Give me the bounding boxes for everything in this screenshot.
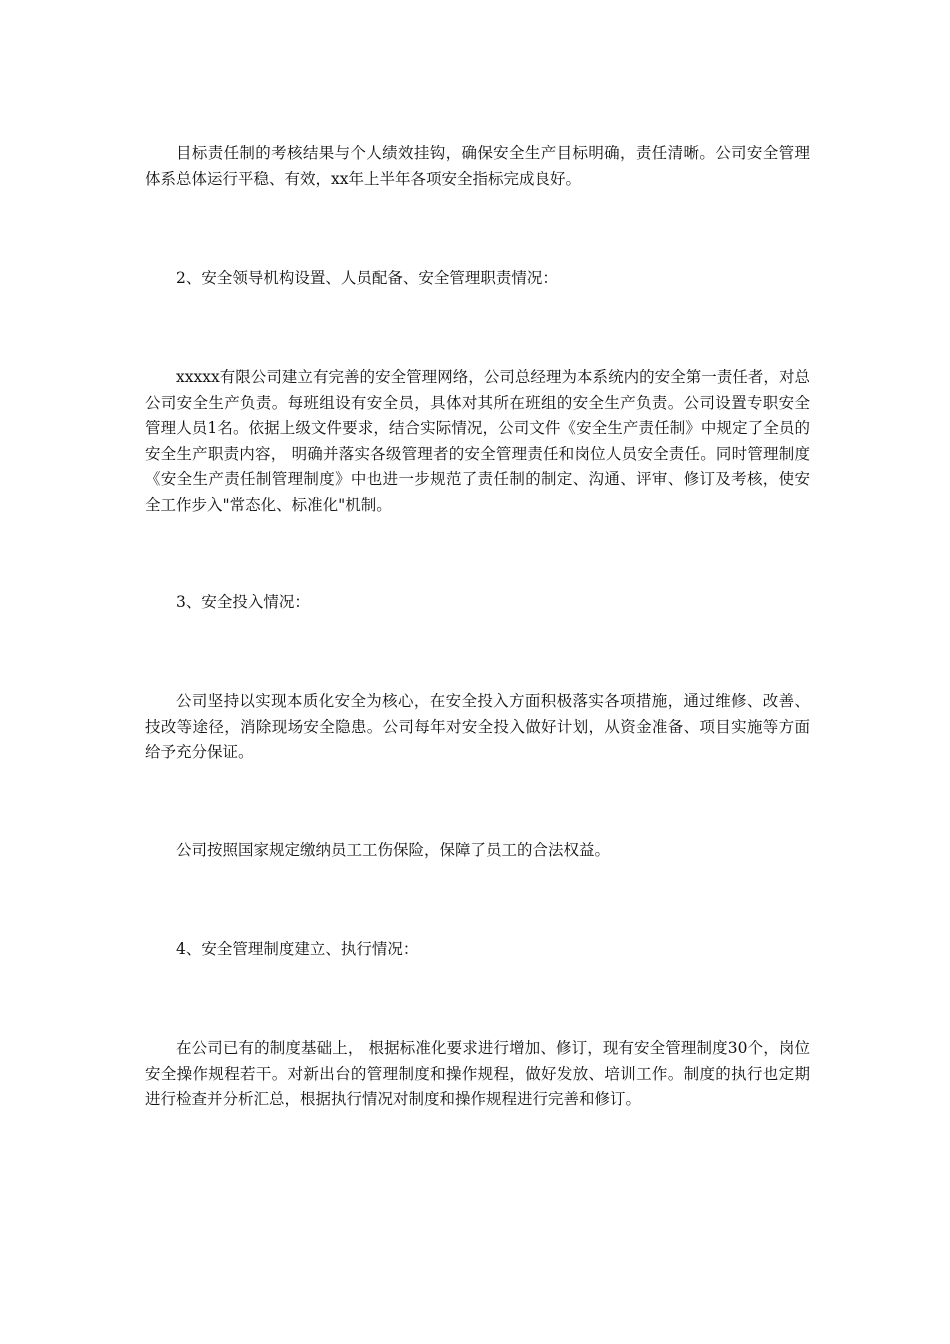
paragraph-work-injury-insurance: 公司按照国家规定缴纳员工工伤保险，保障了员工的合法权益。 xyxy=(176,841,611,859)
section-heading-2: 2、安全领导机构设置、人员配备、安全管理职责情况： xyxy=(176,269,558,287)
paragraph-safety-organization: xxxxx有限公司建立有完善的安全管理网络，公司总经理为本系统内的安全第一责任者，对总公司安全生产负责。每班组设有安全员，具体对其所在班组的安全生产负责。公司设置专职安全管理人员1名。依据上级文件要求，结合实际情况，公司文件《安全生产责任制》中规定了全员的安全生产职责内容， 明确并落实各级管理者的安全管理责任和岗位人员安全责任。同时管理制度《安全生产责任制管理制度》中也进一步规范了责任制的制定、沟通、评审、修订及考核，使安全工作步入"常态化、标准化"机制。 xyxy=(145,368,810,514)
paragraph-safety-investment: 公司坚持以实现本质化安全为核心，在安全投入方面积极落实各项措施，通过维修、改善、技改等途径，消除现场安全隐患。公司每年对安全投入做好计划，从资金准备、项目实施等方面给予充分保证。 xyxy=(145,692,810,761)
section-heading-4: 4、安全管理制度建立、执行情况： xyxy=(176,940,419,958)
section-heading-3: 3、安全投入情况： xyxy=(176,593,310,611)
paragraph-target-responsibility: 目标责任制的考核结果与个人绩效挂钩，确保安全生产目标明确，责任清晰。公司安全管理体系总体运行平稳、有效，xx年上半年各项安全指标完成良好。 xyxy=(145,144,810,188)
paragraph-management-system: 在公司已有的制度基础上， 根据标准化要求进行增加、修订，现有安全管理制度30个，岗位安全操作规程若干。对新出台的管理制度和操作规程，做好发放、培训工作。制度的执行也定期进行检查并分析汇总，根据执行情况对制度和操作规程进行完善和修订。 xyxy=(145,1039,810,1108)
